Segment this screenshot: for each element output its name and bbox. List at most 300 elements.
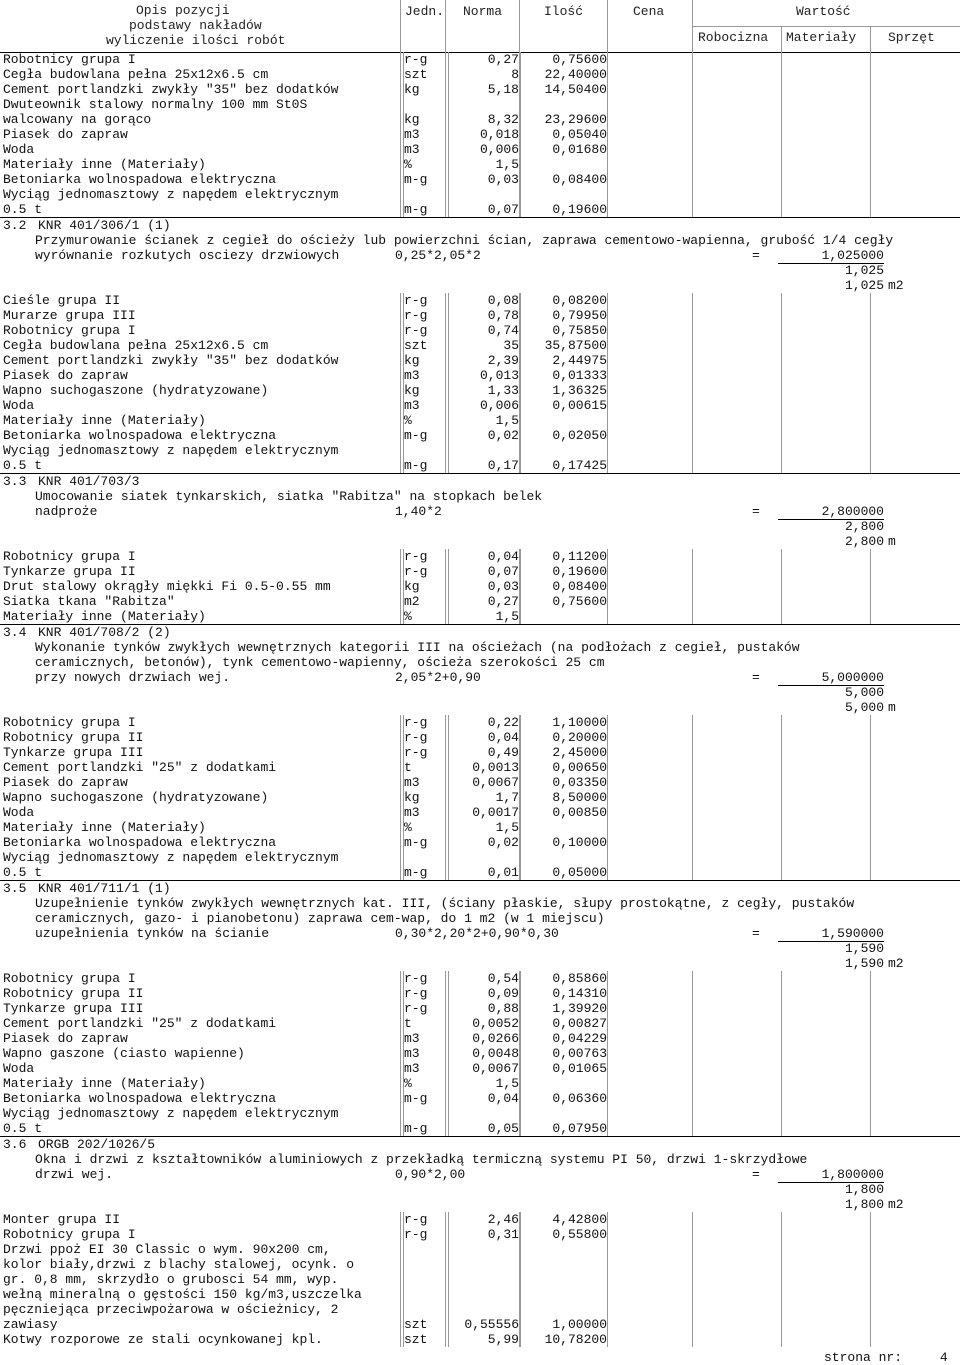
item-description: 0.5 t <box>3 1121 43 1136</box>
item-description: Piasek do zapraw <box>3 1031 128 1046</box>
item-norm: 0,04 <box>448 730 519 745</box>
item-description: Materiały inne (Materiały) <box>3 157 206 172</box>
item-description: Tynkarze grupa III <box>3 1001 144 1016</box>
table-header <box>0 0 960 53</box>
item-norm: 0,31 <box>448 1227 519 1242</box>
item-unit: % <box>404 157 412 172</box>
item-unit: szt <box>404 1332 428 1347</box>
item-unit <box>403 97 404 112</box>
item-norm: 0,22 <box>448 715 519 730</box>
item-unit: m-g <box>404 202 428 217</box>
table-row <box>0 308 960 323</box>
position-description: Uzupełnienie tynków zwykłych wewnętrznych kat. III, (ściany płaskie, słupy prostokątne, z cegły, pustaków <box>35 896 855 911</box>
position-description: Umocowanie siatek tynkarskich, siatka "Rabitza" na stopkach belek <box>35 489 543 504</box>
item-description: Cement portlandzki zwykły "35" bez dodatków <box>3 82 339 97</box>
item-unit: r-g <box>404 323 428 338</box>
measurement-row <box>0 504 960 519</box>
table-row <box>0 1076 960 1091</box>
table-row <box>0 850 960 865</box>
measurement-formula: 1,40*2 <box>395 504 442 519</box>
measurement-unit: m <box>888 534 896 549</box>
table-row <box>0 97 960 112</box>
item-description: Woda <box>3 398 35 413</box>
measurement-equals: = <box>752 504 760 519</box>
table-row <box>0 112 960 127</box>
item-unit: m-g <box>404 172 428 187</box>
item-norm <box>448 1242 519 1257</box>
measurement-total-row <box>0 956 960 971</box>
item-quantity <box>520 609 607 624</box>
position-description-row <box>0 489 960 504</box>
item-quantity: 0,10000 <box>520 835 607 850</box>
item-description: Cement portlandzki "25" z dodatkami <box>3 1016 277 1031</box>
item-quantity <box>520 1272 607 1287</box>
item-norm: 0,0067 <box>448 775 519 790</box>
table-row <box>0 790 960 805</box>
measurement-description: wyrównanie rozkutych osciezy drzwiowych <box>35 248 340 263</box>
item-quantity <box>520 850 607 865</box>
header-jedn: Jedn. <box>405 4 445 19</box>
position-description: Okna i drzwi z kształtowników aluminiowych z przekładką termiczną systemu PI 50, drzwi 1-skrzydłowe <box>35 1152 808 1167</box>
item-norm: 1,33 <box>448 383 519 398</box>
item-norm: 0,27 <box>448 594 519 609</box>
item-norm <box>448 1287 519 1302</box>
position-description-row <box>0 640 960 655</box>
item-norm: 0,006 <box>448 142 519 157</box>
item-description: Robotnicy grupa I <box>3 1227 136 1242</box>
item-norm: 0,0017 <box>448 805 519 820</box>
item-quantity: 4,42800 <box>520 1212 607 1227</box>
item-quantity: 0,00827 <box>520 1016 607 1031</box>
measurement-result: 1,590000 <box>778 926 884 942</box>
table-row <box>0 293 960 308</box>
item-quantity: 2,45000 <box>520 745 607 760</box>
item-description: Cegła budowlana pełna 25x12x6.5 cm <box>3 338 269 353</box>
item-unit: m-g <box>404 835 428 850</box>
item-norm <box>448 443 519 458</box>
table-row <box>0 1106 960 1121</box>
item-description: Robotnicy grupa II <box>3 730 144 745</box>
item-description: Cegła budowlana pełna 25x12x6.5 cm <box>3 67 269 82</box>
table-row <box>0 1272 960 1287</box>
item-quantity: 23,29600 <box>520 112 607 127</box>
item-unit: m-g <box>404 865 428 880</box>
item-unit: m3 <box>404 142 420 157</box>
header-materialy: Materiały <box>786 30 857 45</box>
table-row <box>0 1046 960 1061</box>
item-norm: 0,55556 <box>448 1317 519 1332</box>
position-code: KNR 401/306/1 (1) <box>38 218 171 233</box>
item-quantity <box>520 413 607 428</box>
item-norm <box>448 97 519 112</box>
item-description: Robotnicy grupa I <box>3 52 136 67</box>
item-unit: szt <box>404 67 428 82</box>
item-quantity: 0,75600 <box>520 52 607 67</box>
position-number: 3.3 <box>3 474 27 489</box>
item-quantity: 0,00650 <box>520 760 607 775</box>
item-norm: 0,02 <box>448 428 519 443</box>
item-norm: 0,08 <box>448 293 519 308</box>
position-number: 3.6 <box>3 1137 27 1152</box>
measurement-description: przy nowych drzwiach wej. <box>35 670 231 685</box>
item-description: Wyciąg jednomasztowy z napędem elektrycznym <box>3 850 339 865</box>
header-ilosc: Ilość <box>544 4 584 19</box>
table-row <box>0 127 960 142</box>
item-norm: 0,02 <box>448 835 519 850</box>
item-quantity <box>520 820 607 835</box>
item-norm: 1,5 <box>448 820 519 835</box>
measurement-result: 1,025000 <box>778 248 884 264</box>
table-row <box>0 323 960 338</box>
item-quantity: 0,07950 <box>520 1121 607 1136</box>
item-quantity: 0,05000 <box>520 865 607 880</box>
item-norm: 0,0052 <box>448 1016 519 1031</box>
table-row <box>0 775 960 790</box>
item-quantity <box>520 1302 607 1317</box>
header-opis-line2: podstawy nakładów <box>129 18 262 33</box>
item-quantity: 22,40000 <box>520 67 607 82</box>
position-header-row <box>0 624 960 640</box>
item-quantity: 0,01065 <box>520 1061 607 1076</box>
table-row <box>0 1061 960 1076</box>
item-norm: 0,49 <box>448 745 519 760</box>
table-row <box>0 413 960 428</box>
measurement-total: 5,000 <box>844 700 884 715</box>
measurement-row <box>0 926 960 941</box>
measurement-equals: = <box>752 670 760 685</box>
item-quantity: 8,50000 <box>520 790 607 805</box>
item-unit: t <box>404 760 412 775</box>
table-row <box>0 865 960 880</box>
table-row <box>0 157 960 172</box>
measurement-formula: 0,25*2,05*2 <box>395 248 481 263</box>
item-description: Woda <box>3 1061 35 1076</box>
item-quantity: 1,10000 <box>520 715 607 730</box>
item-norm <box>448 1302 519 1317</box>
measurement-result: 2,800000 <box>778 504 884 520</box>
item-norm: 0,04 <box>448 1091 519 1106</box>
item-description: Wapno suchogaszone (hydratyzowane) <box>3 790 269 805</box>
item-unit: m-g <box>404 458 428 473</box>
item-norm: 0,07 <box>448 564 519 579</box>
measurement-description: drzwi wej. <box>35 1167 114 1182</box>
measurement-description: uzupełnienia tynków na ścianie <box>35 926 270 941</box>
item-norm: 0,03 <box>448 579 519 594</box>
item-description: Robotnicy grupa I <box>3 323 136 338</box>
measurement-total: 1,590 <box>844 956 884 971</box>
item-description: Murarze grupa III <box>3 308 136 323</box>
item-unit <box>403 1242 404 1257</box>
measurement-result: 5,000000 <box>778 670 884 686</box>
item-description: Betoniarka wolnospadowa elektryczna <box>3 428 277 443</box>
measurement-formula: 2,05*2+0,90 <box>395 670 481 685</box>
item-norm: 0,006 <box>448 398 519 413</box>
item-unit: r-g <box>404 549 428 564</box>
item-description: Tynkarze grupa II <box>3 564 136 579</box>
measurement-row <box>0 670 960 685</box>
item-norm: 0,01 <box>448 865 519 880</box>
measurement-row <box>0 1167 960 1182</box>
measurement-total: 1,025 <box>844 278 884 293</box>
measurement-subtotal-row <box>0 519 960 534</box>
item-unit: r-g <box>404 293 428 308</box>
item-description: Woda <box>3 805 35 820</box>
item-description: Woda <box>3 142 35 157</box>
item-unit: m-g <box>404 428 428 443</box>
item-norm: 1,5 <box>448 157 519 172</box>
item-unit: m3 <box>404 1046 420 1061</box>
item-unit: kg <box>404 383 420 398</box>
measurement-unit: m2 <box>888 278 904 293</box>
page-footer <box>824 1350 948 1365</box>
page-number: 4 <box>939 1350 948 1365</box>
item-norm: 5,99 <box>448 1332 519 1347</box>
measurement-subtotal: 1,800 <box>844 1182 884 1197</box>
item-quantity: 0,79950 <box>520 308 607 323</box>
item-quantity: 0,06360 <box>520 1091 607 1106</box>
cost-table-body <box>0 52 960 1347</box>
table-row <box>0 443 960 458</box>
table-row <box>0 609 960 624</box>
measurement-equals: = <box>752 926 760 941</box>
position-description: ceramicznych, gazo- i pianobetonu) zaprawa cem-wap, do 1 m2 (w 1 miejscu) <box>35 911 605 926</box>
table-row <box>0 1091 960 1106</box>
item-unit <box>403 187 404 202</box>
item-description: Siatka tkana "Rabitza" <box>3 594 175 609</box>
item-norm <box>448 1272 519 1287</box>
measurement-subtotal-row <box>0 263 960 278</box>
item-description: Materiały inne (Materiały) <box>3 413 206 428</box>
item-quantity <box>520 1076 607 1091</box>
item-description: Drzwi ppoż EI 30 Classic o wym. 90x200 cm, <box>3 1242 331 1257</box>
table-row <box>0 820 960 835</box>
position-code: ORGB 202/1026/5 <box>38 1137 156 1152</box>
item-norm <box>448 850 519 865</box>
table-row <box>0 398 960 413</box>
item-norm: 0,0013 <box>448 760 519 775</box>
item-quantity: 0,01680 <box>520 142 607 157</box>
table-row <box>0 142 960 157</box>
table-row <box>0 1302 960 1317</box>
item-description: 0.5 t <box>3 865 43 880</box>
table-row <box>0 1287 960 1302</box>
position-description: ceramicznych, betonów), tynk cementowo-wapienny, ościeża szerokości 25 cm <box>35 655 605 670</box>
item-norm <box>448 1257 519 1272</box>
item-norm <box>448 187 519 202</box>
table-row <box>0 383 960 398</box>
table-row <box>0 172 960 187</box>
table-row <box>0 549 960 564</box>
position-number: 3.4 <box>3 625 27 640</box>
item-description: Wyciąg jednomasztowy z napędem elektrycznym <box>3 187 339 202</box>
item-norm: 0,04 <box>448 549 519 564</box>
item-quantity: 0,19600 <box>520 202 607 217</box>
item-description: Robotnicy grupa I <box>3 715 136 730</box>
table-row <box>0 202 960 217</box>
table-row <box>0 745 960 760</box>
item-description: Piasek do zapraw <box>3 775 128 790</box>
table-row <box>0 1121 960 1136</box>
header-norma: Norma <box>463 4 503 19</box>
measurement-subtotal: 1,590 <box>844 941 884 956</box>
item-unit <box>403 1302 404 1317</box>
item-quantity: 1,36325 <box>520 383 607 398</box>
item-unit: m3 <box>404 127 420 142</box>
item-quantity: 0,00850 <box>520 805 607 820</box>
position-code: KNR 401/708/2 (2) <box>38 625 171 640</box>
measurement-total-row <box>0 1197 960 1212</box>
item-unit: r-g <box>404 52 428 67</box>
table-row <box>0 1257 960 1272</box>
header-robocizna: Robocizna <box>698 30 769 45</box>
item-unit: kg <box>404 82 420 97</box>
position-number: 3.5 <box>3 881 27 896</box>
position-description-row <box>0 896 960 911</box>
item-unit <box>403 1106 404 1121</box>
item-norm: 5,18 <box>448 82 519 97</box>
item-description: Tynkarze grupa III <box>3 745 144 760</box>
item-unit: m3 <box>404 1061 420 1076</box>
item-description: Kotwy rozporowe ze stali ocynkowanej kpl. <box>3 1332 323 1347</box>
item-quantity: 0,17425 <box>520 458 607 473</box>
item-unit: r-g <box>404 1227 428 1242</box>
measurement-subtotal: 5,000 <box>844 685 884 700</box>
item-unit: % <box>404 820 412 835</box>
item-description: wełną mineralną o gęstości 150 kg/m3,uszczelka <box>3 1287 362 1302</box>
item-description: Robotnicy grupa II <box>3 986 144 1001</box>
item-unit: kg <box>404 790 420 805</box>
table-row <box>0 1242 960 1257</box>
item-unit: szt <box>404 1317 428 1332</box>
measurement-unit: m2 <box>888 1197 904 1212</box>
item-norm: 0,74 <box>448 323 519 338</box>
item-norm: 0,09 <box>448 986 519 1001</box>
table-row <box>0 353 960 368</box>
table-row <box>0 1227 960 1242</box>
item-unit: m3 <box>404 775 420 790</box>
measurement-subtotal-row <box>0 685 960 700</box>
table-row <box>0 564 960 579</box>
item-description: 0.5 t <box>3 202 43 217</box>
position-header-row <box>0 217 960 233</box>
item-norm: 0,03 <box>448 172 519 187</box>
table-row <box>0 338 960 353</box>
position-description: Wykonanie tynków zwykłych wewnętrznych kategorii III na ościeżach (na podłożach z cegieł, pustaków <box>35 640 800 655</box>
item-description: zawiasy <box>3 1317 58 1332</box>
item-unit: r-g <box>404 730 428 745</box>
header-opis-line3: wyliczenie ilości robót <box>106 33 286 48</box>
item-quantity <box>520 1242 607 1257</box>
position-header-row <box>0 1136 960 1152</box>
item-description: Wyciąg jednomasztowy z napędem elektrycznym <box>3 1106 339 1121</box>
item-quantity <box>520 1287 607 1302</box>
table-row <box>0 1031 960 1046</box>
item-description: Piasek do zapraw <box>3 127 128 142</box>
item-norm: 1,7 <box>448 790 519 805</box>
measurement-formula: 0,90*2,00 <box>395 1167 466 1182</box>
item-unit: szt <box>404 338 428 353</box>
item-norm: 1,5 <box>448 413 519 428</box>
item-norm: 0,27 <box>448 52 519 67</box>
item-quantity <box>520 187 607 202</box>
table-row <box>0 760 960 775</box>
item-unit: kg <box>404 579 420 594</box>
item-quantity: 0,19600 <box>520 564 607 579</box>
item-norm: 0,018 <box>448 127 519 142</box>
item-norm: 0,78 <box>448 308 519 323</box>
item-norm: 1,5 <box>448 609 519 624</box>
item-description: Materiały inne (Materiały) <box>3 609 206 624</box>
table-row <box>0 579 960 594</box>
item-description: Wapno gaszone (ciasto wapienne) <box>3 1046 245 1061</box>
item-quantity: 0,08400 <box>520 579 607 594</box>
item-description: Wapno suchogaszone (hydratyzowane) <box>3 383 269 398</box>
item-unit <box>403 1272 404 1287</box>
item-quantity: 2,44975 <box>520 353 607 368</box>
item-quantity <box>520 1257 607 1272</box>
item-unit: m3 <box>404 398 420 413</box>
item-quantity <box>520 1106 607 1121</box>
item-norm: 8,32 <box>448 112 519 127</box>
item-unit: m3 <box>404 368 420 383</box>
table-row <box>0 715 960 730</box>
item-quantity: 0,04229 <box>520 1031 607 1046</box>
item-quantity <box>520 443 607 458</box>
item-norm: 0,0266 <box>448 1031 519 1046</box>
item-description: Drut stalowy okrągły miękki Fi 0.5-0.55 mm <box>3 579 331 594</box>
measurement-formula: 0,30*2,20*2+0,90*0,30 <box>395 926 559 941</box>
item-unit: r-g <box>404 971 428 986</box>
item-quantity: 0,75850 <box>520 323 607 338</box>
position-code: KNR 401/703/3 <box>38 474 140 489</box>
item-quantity: 14,50400 <box>520 82 607 97</box>
table-row <box>0 986 960 1001</box>
item-quantity: 0,00763 <box>520 1046 607 1061</box>
measurement-subtotal-row <box>0 1182 960 1197</box>
item-unit <box>403 443 404 458</box>
item-quantity <box>520 157 607 172</box>
item-unit <box>403 850 404 865</box>
item-quantity: 10,78200 <box>520 1332 607 1347</box>
item-norm: 0,88 <box>448 1001 519 1016</box>
item-description: Betoniarka wolnospadowa elektryczna <box>3 835 277 850</box>
table-row <box>0 805 960 820</box>
item-description: Cement portlandzki zwykły "35" bez dodatków <box>3 353 339 368</box>
item-unit: m-g <box>404 1121 428 1136</box>
table-row <box>0 368 960 383</box>
header-sprzet: Sprzęt <box>888 30 935 45</box>
item-unit: r-g <box>404 564 428 579</box>
measurement-result: 1,800000 <box>778 1167 884 1183</box>
table-row <box>0 730 960 745</box>
table-row <box>0 67 960 82</box>
item-unit: r-g <box>404 308 428 323</box>
item-quantity <box>520 97 607 112</box>
item-unit: % <box>404 609 412 624</box>
item-description: walcowany na gorąco <box>3 112 152 127</box>
header-wartosc: Wartość <box>796 4 851 19</box>
table-row <box>0 187 960 202</box>
item-description: Materiały inne (Materiały) <box>3 820 206 835</box>
item-quantity: 0,08200 <box>520 293 607 308</box>
table-row <box>0 1212 960 1227</box>
item-description: Piasek do zapraw <box>3 368 128 383</box>
position-description-row <box>0 655 960 670</box>
measurement-equals: = <box>752 1167 760 1182</box>
item-quantity: 0,03350 <box>520 775 607 790</box>
header-cena: Cena <box>633 4 665 19</box>
table-row <box>0 594 960 609</box>
